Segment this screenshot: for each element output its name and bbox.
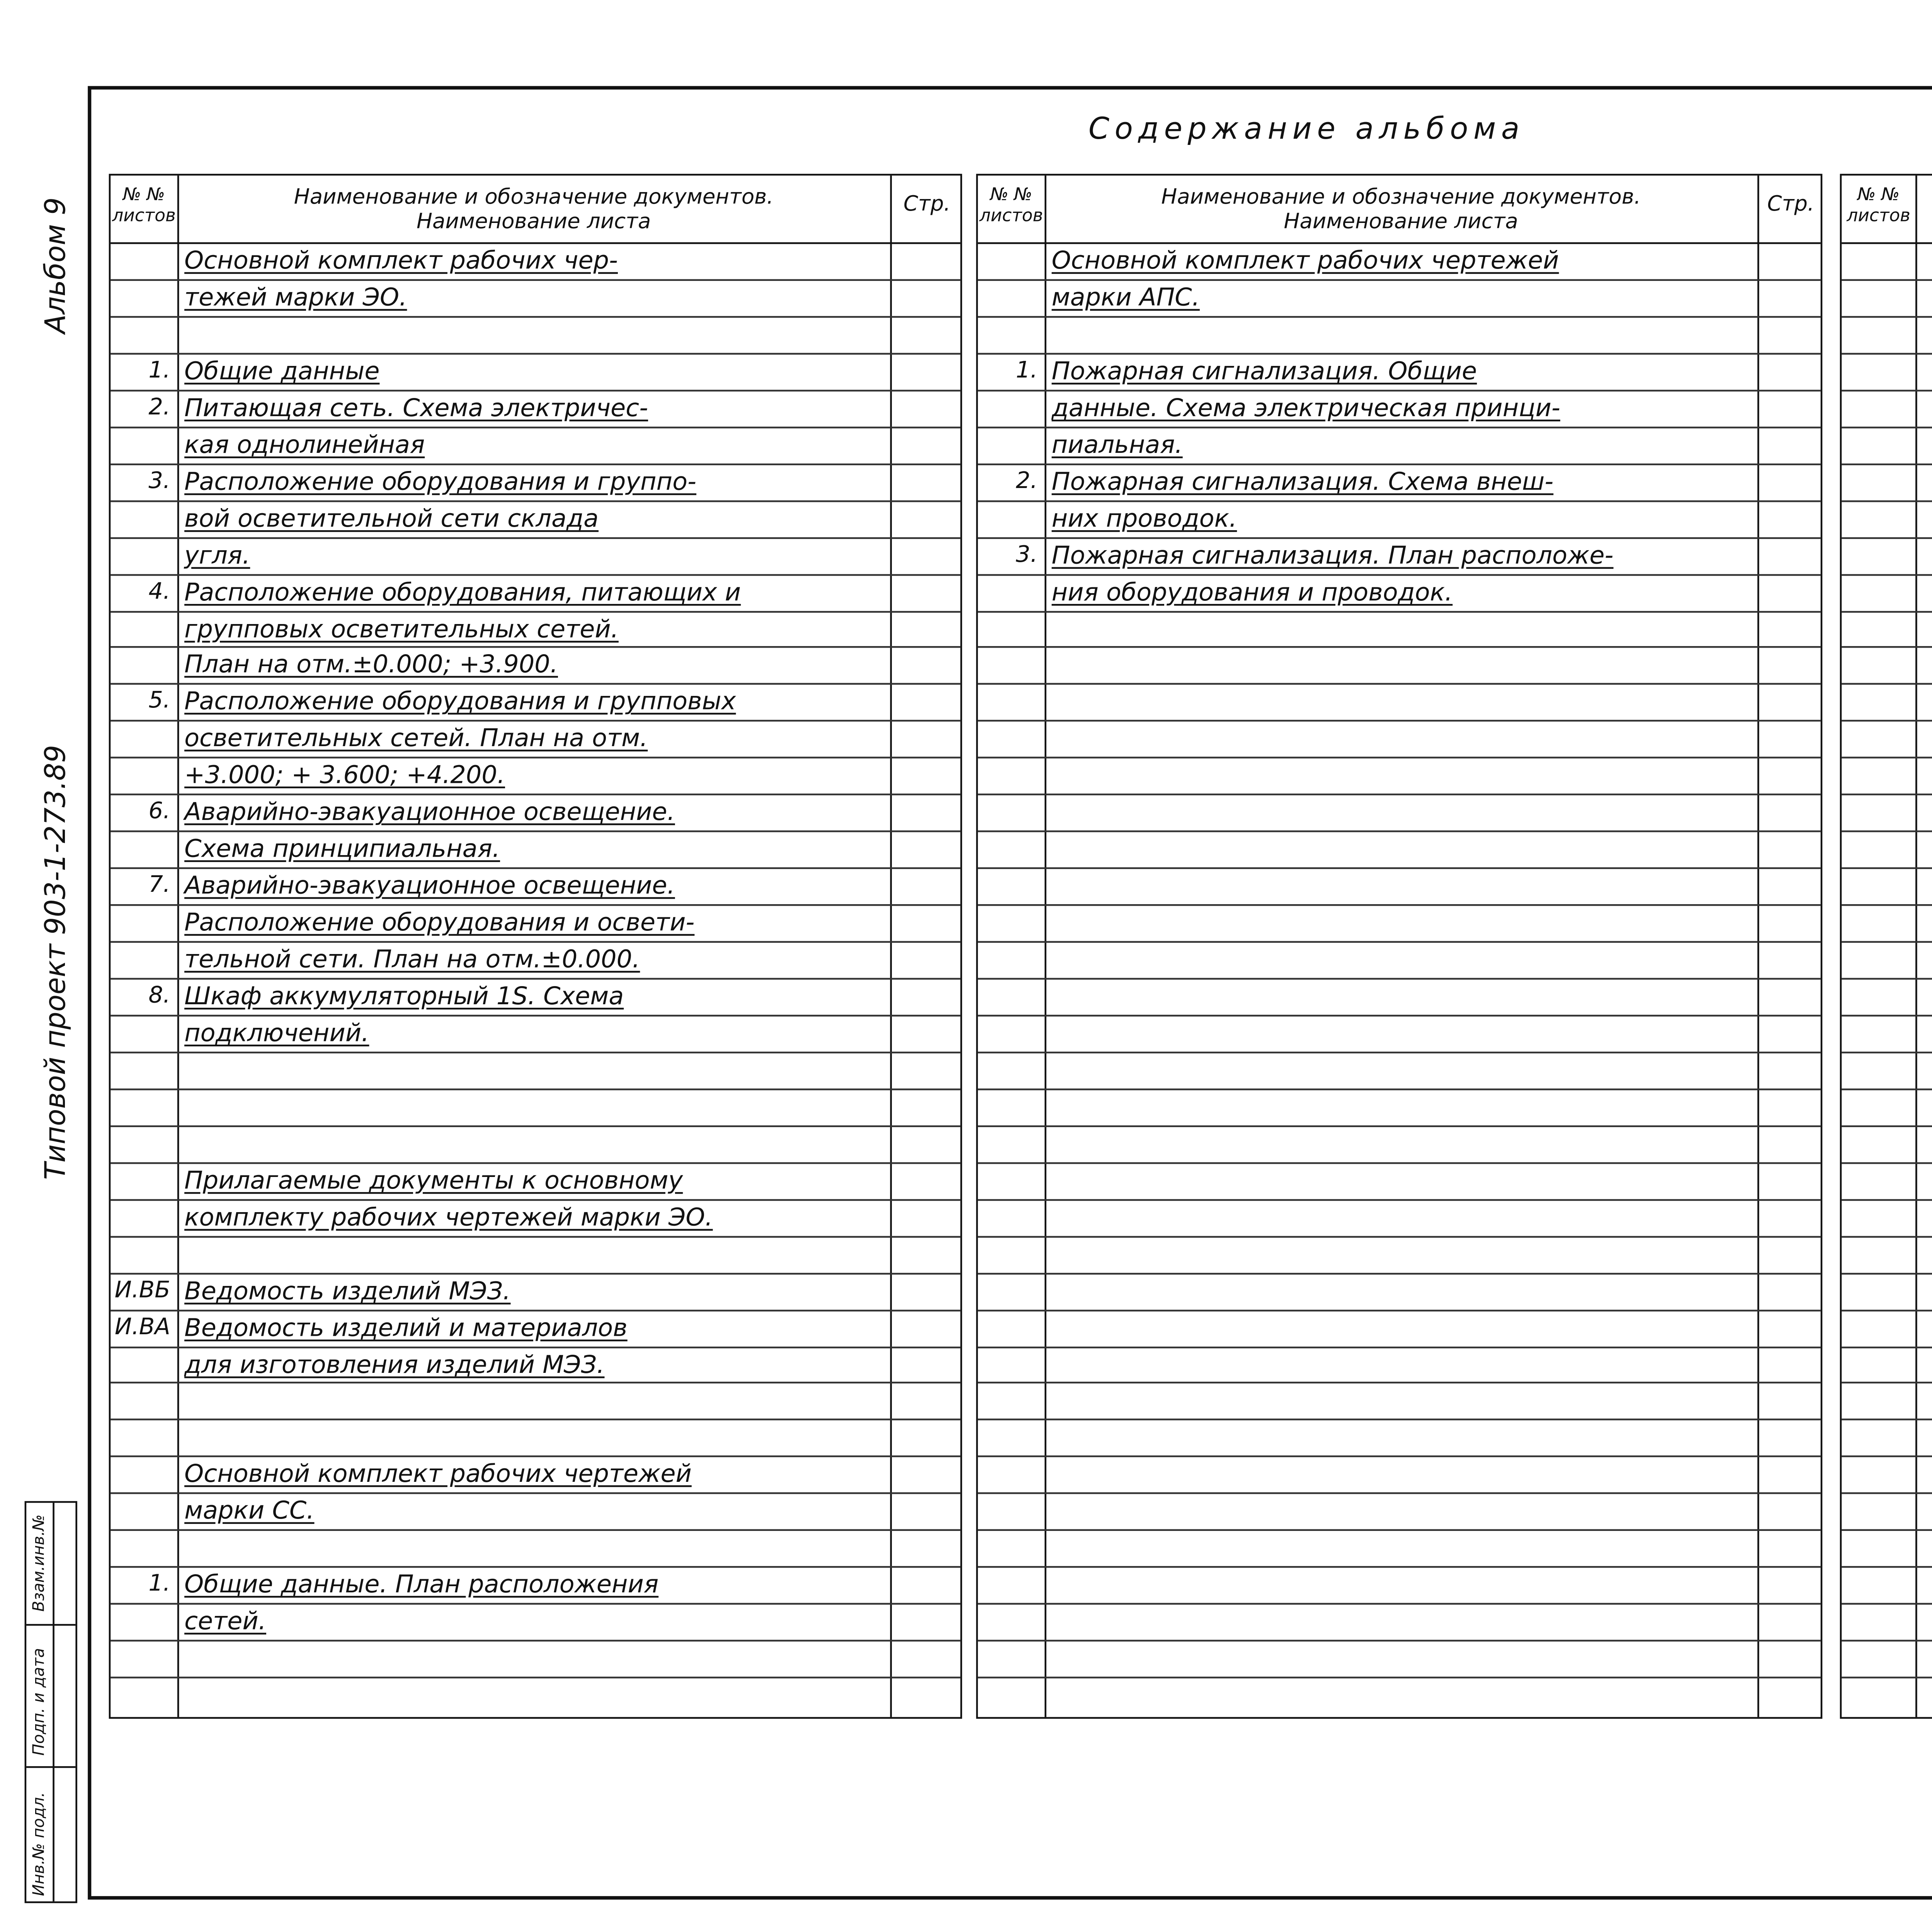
row-line [1842, 904, 1932, 906]
approval-stamp [25, 1501, 77, 1903]
sheet-number [111, 428, 170, 463]
row-line [978, 1456, 1821, 1458]
row-line [978, 867, 1821, 869]
table-row [111, 1495, 960, 1531]
row-line [1842, 720, 1932, 722]
sheet-number [978, 391, 1037, 426]
row-line [978, 1088, 1821, 1090]
table-row [111, 391, 960, 428]
sheet-number [111, 1642, 170, 1677]
sheet-number [111, 1200, 170, 1235]
row-line [1842, 536, 1932, 538]
row-line [1842, 1530, 1932, 1532]
table-row [111, 1274, 960, 1311]
row-line [1842, 1603, 1932, 1605]
row-line [978, 647, 1821, 649]
row-line [1842, 1456, 1932, 1458]
header-name-line1 [1919, 186, 1932, 209]
header-name-line1: Наименование и обозначение документов. [294, 184, 774, 209]
sheet-number [111, 1127, 170, 1162]
sheet-number [111, 502, 170, 537]
sheet-title: подключений. [184, 1020, 369, 1048]
row-line [1842, 610, 1932, 612]
sheet-title: кая однолинейная [184, 431, 425, 460]
sheet-number [978, 575, 1037, 610]
sheet-number [111, 722, 170, 757]
row-line [1842, 1235, 1932, 1237]
table-row [111, 465, 960, 502]
sheet-title: Расположение оборудования и групповых [184, 689, 736, 717]
row-line [978, 1530, 1821, 1532]
row-line [1842, 1199, 1932, 1201]
sheet-title: данные. Схема электрическая принци- [1051, 395, 1560, 423]
sheet-number [978, 428, 1037, 463]
sheet-title: них проводок. [1051, 505, 1237, 533]
sheet-title: Ведомость изделий МЭЗ. [184, 1277, 511, 1306]
sheet-number [111, 1053, 170, 1088]
table-row [111, 612, 960, 648]
table-row [111, 1347, 960, 1384]
table-row [111, 722, 960, 759]
table-row [111, 1311, 960, 1347]
sheet-number: 7. [148, 872, 170, 899]
contents-table-2 [976, 174, 1822, 1719]
table-row [111, 1458, 960, 1495]
row-line [1842, 941, 1932, 943]
sheet-number [111, 759, 170, 794]
header-num: № № листов [979, 186, 1043, 227]
sheet-number: 1. [1015, 358, 1038, 384]
table-row [111, 1090, 960, 1127]
row-line [978, 1383, 1821, 1384]
row-line [978, 1566, 1821, 1568]
sheet-title: ния оборудования и проводок. [1051, 578, 1453, 607]
table-row [978, 575, 1821, 612]
table-row [111, 354, 960, 391]
sheet-number [111, 1495, 170, 1530]
sheet-title: Пожарная сигнализация. Общие [1051, 358, 1477, 386]
table-row [111, 538, 960, 575]
sheet-number [111, 906, 170, 941]
table-row [111, 502, 960, 538]
sheet-number [111, 833, 170, 868]
sheet-title: сетей. [184, 1608, 266, 1637]
sheet-title: тежей марки ЭО. [184, 284, 407, 313]
row-line [978, 978, 1821, 980]
sheet-number [111, 538, 170, 573]
sheet-title: Аварийно-эвакуационное освещение. [184, 799, 675, 828]
row-line [1842, 1272, 1932, 1274]
row-line [978, 904, 1821, 906]
row-line [1842, 1346, 1932, 1348]
row-line [1842, 867, 1932, 869]
sheet-title: Расположение оборудования и группо- [184, 468, 697, 497]
sheet-title: Пожарная сигнализация. План расположе- [1051, 542, 1614, 570]
sheet-number [978, 318, 1037, 353]
sheet-number [978, 281, 1037, 316]
sheet-title: Основной комплект рабочих чертежей [184, 1461, 692, 1490]
project-label: Типовой проект 903-1-273.89 [38, 745, 72, 1180]
table-row [111, 575, 960, 612]
sheet-title: вой осветительной сети склада [184, 505, 599, 533]
sheet-title: Схема принципиальная. [184, 836, 500, 864]
sheet-title: Шкаф аккумуляторный 1S. Схема [184, 983, 624, 1012]
row-line [978, 941, 1821, 943]
row-line [978, 684, 1821, 685]
sheet-number: 3. [148, 468, 170, 495]
table-row [111, 980, 960, 1016]
sheet-title: марки АПС. [1051, 284, 1200, 313]
row-line [1842, 831, 1932, 833]
sheet-title: Общие данные [184, 358, 380, 386]
sheet-number [111, 244, 170, 279]
sheet-title: +3.000; + 3.600; +4.200. [184, 762, 505, 791]
row-line [978, 1677, 1821, 1679]
stamp-label-signature: Подп. и дата [31, 1648, 49, 1756]
row-line [978, 831, 1821, 833]
row-line [978, 1272, 1821, 1274]
stamp-label-inventory: Инв.№ подл. [31, 1792, 49, 1896]
row-line [1842, 1640, 1932, 1642]
row-line [978, 1640, 1821, 1642]
row-line [978, 1125, 1821, 1127]
sheet-number [111, 1421, 170, 1456]
row-line [978, 720, 1821, 722]
sheet-title: Ведомость изделий и материалов [184, 1314, 628, 1342]
row-line [1842, 1162, 1932, 1164]
sheet-number [111, 1605, 170, 1640]
sheet-number: 6. [148, 799, 170, 826]
header-page: Стр. [903, 191, 951, 216]
page-title: Содержание альбома [1088, 112, 1525, 148]
sheet-title: для изготовления изделий МЭЗ. [184, 1351, 605, 1379]
table-row [111, 685, 960, 722]
table-row [111, 1642, 960, 1679]
sheet-title: Общие данные. План расположения [184, 1571, 659, 1600]
sheet-number [978, 502, 1037, 537]
sheet-title: Расположение оборудования и освети- [184, 910, 695, 938]
sheet-title: осветительных сетей. План на отм. [184, 726, 648, 754]
row-line [1842, 757, 1932, 759]
sheet-number [978, 244, 1037, 279]
header-num: № № листов [112, 186, 176, 227]
sheet-number: 3. [1015, 542, 1038, 568]
row-line [1842, 389, 1932, 391]
table-row [111, 943, 960, 980]
sheet-title: тельной сети. План на отм.±0.000. [184, 946, 640, 975]
row-line [1842, 1015, 1932, 1017]
row-line [1842, 316, 1932, 318]
contents-table-3 [1840, 174, 1932, 1719]
table-row [111, 869, 960, 906]
row-line [978, 1309, 1821, 1311]
sheet-number [111, 1163, 170, 1199]
sheet-number: 1. [148, 358, 170, 384]
sheet-title: Основной комплект рабочих чер- [184, 247, 618, 276]
sheet-number [111, 1016, 170, 1051]
sheet-number: 2. [148, 395, 170, 421]
table-row [978, 391, 1821, 428]
header-name-line2 [1919, 211, 1932, 233]
sheet-number [111, 1458, 170, 1493]
table-row [978, 502, 1821, 538]
row-line [1842, 353, 1932, 355]
table-row [111, 1237, 960, 1274]
header-name-line2: Наименование листа [416, 209, 651, 234]
table-row [978, 465, 1821, 502]
row-line [1842, 1125, 1932, 1127]
row-line [1842, 1419, 1932, 1421]
table-row [111, 906, 960, 943]
sheet-title: групповых осветительных сетей. [184, 615, 619, 644]
row-line [1842, 1088, 1932, 1090]
table-row [111, 1200, 960, 1237]
row-line [978, 1235, 1821, 1237]
sheet-number [111, 1531, 170, 1566]
row-line [1842, 426, 1932, 428]
row-line [978, 1199, 1821, 1201]
row-line [978, 1603, 1821, 1605]
table-row [978, 354, 1821, 391]
table-row [978, 318, 1821, 354]
sheet-number [111, 1237, 170, 1272]
row-line [978, 794, 1821, 796]
sheet-number [111, 318, 170, 353]
header-name-line1: Наименование и обозначение документов. [1161, 184, 1641, 209]
row-line [1842, 1309, 1932, 1311]
row-line [1842, 647, 1932, 649]
table-row [111, 1053, 960, 1090]
row-line [978, 1493, 1821, 1495]
table-row [978, 281, 1821, 318]
row-line [1842, 978, 1932, 980]
row-line [1842, 573, 1932, 575]
sheet-number: И.ВА [114, 1314, 170, 1341]
sheet-number [111, 1384, 170, 1419]
row-line [1842, 1383, 1932, 1384]
contents-table-1 [109, 174, 962, 1719]
sheet-title: марки СС. [184, 1498, 315, 1526]
row-line [1842, 1493, 1932, 1495]
header-page: Стр. [1767, 191, 1815, 216]
sheet-number [111, 281, 170, 316]
sheet-title: Питающая сеть. Схема электричес- [184, 395, 648, 423]
sheet-title: Прилагаемые документы к основному [184, 1167, 683, 1196]
table-row [111, 318, 960, 354]
sheet-number: 2. [1015, 468, 1038, 495]
sheet-number [111, 1090, 170, 1125]
table-row [978, 538, 1821, 575]
stamp-label-replace: Взам.инв.№ [31, 1514, 49, 1612]
table-row [111, 796, 960, 832]
table-row [978, 244, 1821, 281]
table-row [111, 1421, 960, 1458]
header-name-line2: Наименование листа [1284, 209, 1519, 234]
row-line [1842, 1677, 1932, 1679]
sheet-title: Аварийно-эвакуационное освещение. [184, 872, 675, 901]
table-row [111, 1531, 960, 1568]
sheet-title: План на отм.±0.000; +3.900. [184, 652, 558, 680]
sheet-title: Пожарная сигнализация. Схема внеш- [1051, 468, 1554, 497]
row-line [1842, 500, 1932, 502]
table-row [111, 1605, 960, 1641]
table-row [111, 281, 960, 318]
row-line [1842, 463, 1932, 465]
table-row [111, 1016, 960, 1053]
header-num: № № листов [1847, 186, 1910, 227]
sheet-number: 4. [148, 578, 170, 605]
row-line [1842, 794, 1932, 796]
table-row [111, 649, 960, 685]
table-row [111, 244, 960, 281]
row-line [978, 757, 1821, 759]
row-line [978, 1051, 1821, 1053]
row-line [978, 1162, 1821, 1164]
sheet-number: 1. [148, 1571, 170, 1598]
row-line [1842, 1566, 1932, 1568]
sheet-number: 5. [148, 689, 170, 716]
sheet-title: комплекту рабочих чертежей марки ЭО. [184, 1204, 713, 1232]
sheet-title: Расположение оборудования, питающих и [184, 578, 741, 607]
row-line [1842, 684, 1932, 685]
table-row [978, 428, 1821, 465]
sheet-title: угля. [184, 542, 250, 570]
sheet-number [111, 943, 170, 978]
sheet-number [111, 1347, 170, 1383]
sheet-number [111, 612, 170, 647]
table-row [111, 1384, 960, 1421]
sheet-number: 8. [148, 983, 170, 1010]
sheet-number [111, 649, 170, 684]
table-row [111, 1127, 960, 1163]
album-label: Альбом 9 [38, 197, 72, 334]
row-line [978, 1015, 1821, 1017]
sheet-title: Основной комплект рабочих чертежей [1051, 247, 1559, 276]
row-line [978, 1346, 1821, 1348]
row-line [1842, 279, 1932, 281]
table-row [111, 833, 960, 869]
row-line [1842, 1051, 1932, 1053]
table-row [111, 1163, 960, 1200]
table-row [111, 1568, 960, 1605]
table-row [111, 759, 960, 796]
row-line [978, 1419, 1821, 1421]
sheet-number: И.ВБ [114, 1277, 170, 1304]
sheet-title: пиальная. [1051, 431, 1183, 460]
table-row [111, 428, 960, 465]
